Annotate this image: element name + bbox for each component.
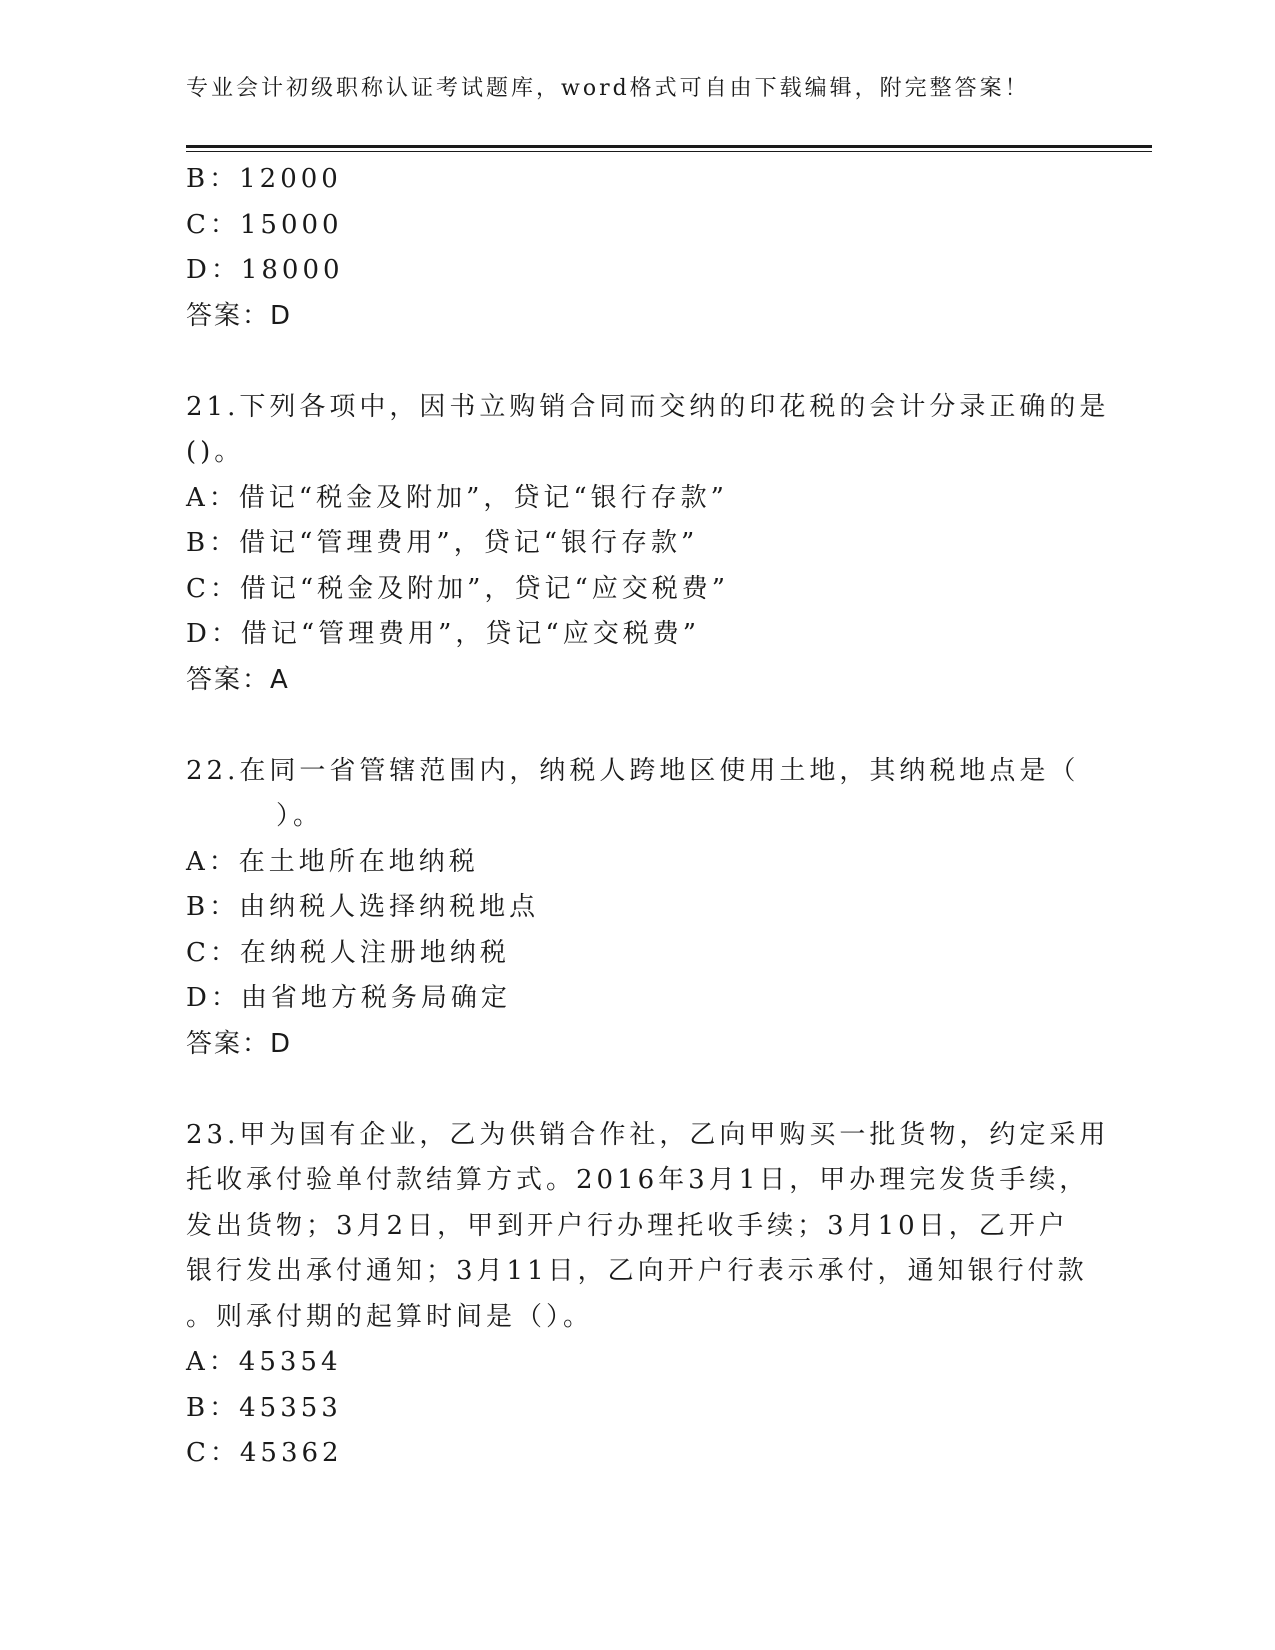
option-a: A：45354: [186, 1347, 342, 1377]
option-d: D：由省地方税务局确定: [186, 983, 511, 1013]
header-rule-thick: [186, 145, 1152, 148]
option-b: B：45353: [186, 1392, 342, 1423]
question-content: [186, 157, 1110, 1477]
answer: 答案：D: [186, 1028, 293, 1059]
option-a: A：在土地所在地纳税: [186, 846, 479, 877]
option-c: C：15000: [186, 209, 343, 240]
option-c: C：在纳税人注册地纳税: [186, 937, 510, 968]
spacer: [186, 1067, 1066, 1113]
option-d: D：18000: [186, 255, 344, 285]
question-23-stem: 发出货物；3月2日，甲到开户行办理托收手续；3月10日，乙开户: [186, 1210, 1069, 1241]
spacer: [186, 703, 1066, 749]
option-c: C：借记“税金及附加”，贷记“应交税费”: [186, 573, 730, 604]
question-22-stem: 22.在同一省管辖范围内，纳税人跨地区使用土地，其纳税地点是（: [186, 755, 1080, 786]
question-23-stem: 。则承付期的起算时间是（）。: [186, 1301, 594, 1332]
option-c: C：45362: [186, 1438, 343, 1468]
question-23-stem: 银行发出承付通知；3月11日，乙向开户行表示承付，通知银行付款: [186, 1256, 1088, 1286]
question-23-stem: 托收承付验单付款结算方式。2016年3月1日，甲办理完发货手续，: [186, 1165, 1090, 1195]
option-b: B：借记“管理费用”，贷记“银行存款”: [186, 528, 699, 558]
option-b: B：12000: [186, 164, 342, 194]
option-d: D：借记“管理费用”，贷记“应交税费”: [186, 619, 701, 649]
spacer: [186, 339, 1066, 385]
question-21-stem: 21.下列各项中，因书立购销合同而交纳的印花税的会计分录正确的是: [186, 391, 1110, 422]
header-rule-thin: [186, 151, 1152, 152]
answer: 答案：A: [186, 664, 290, 695]
option-a: A：借记“税金及附加”，贷记“银行存款”: [186, 482, 728, 513]
question-21-stem-cont: ()。: [186, 437, 245, 467]
answer: 答案：D: [186, 300, 293, 331]
question-23-stem: 23.甲为国有企业，乙为供销合作社，乙向甲购买一批货物，约定采用: [186, 1119, 1110, 1150]
question-22-stem-cont: ）。: [276, 801, 324, 831]
option-b: B：由纳税人选择纳税地点: [186, 892, 540, 922]
page-header: 专业会计初级职称认证考试题库，word格式可自由下载编辑，附完整答案！: [186, 76, 1030, 101]
